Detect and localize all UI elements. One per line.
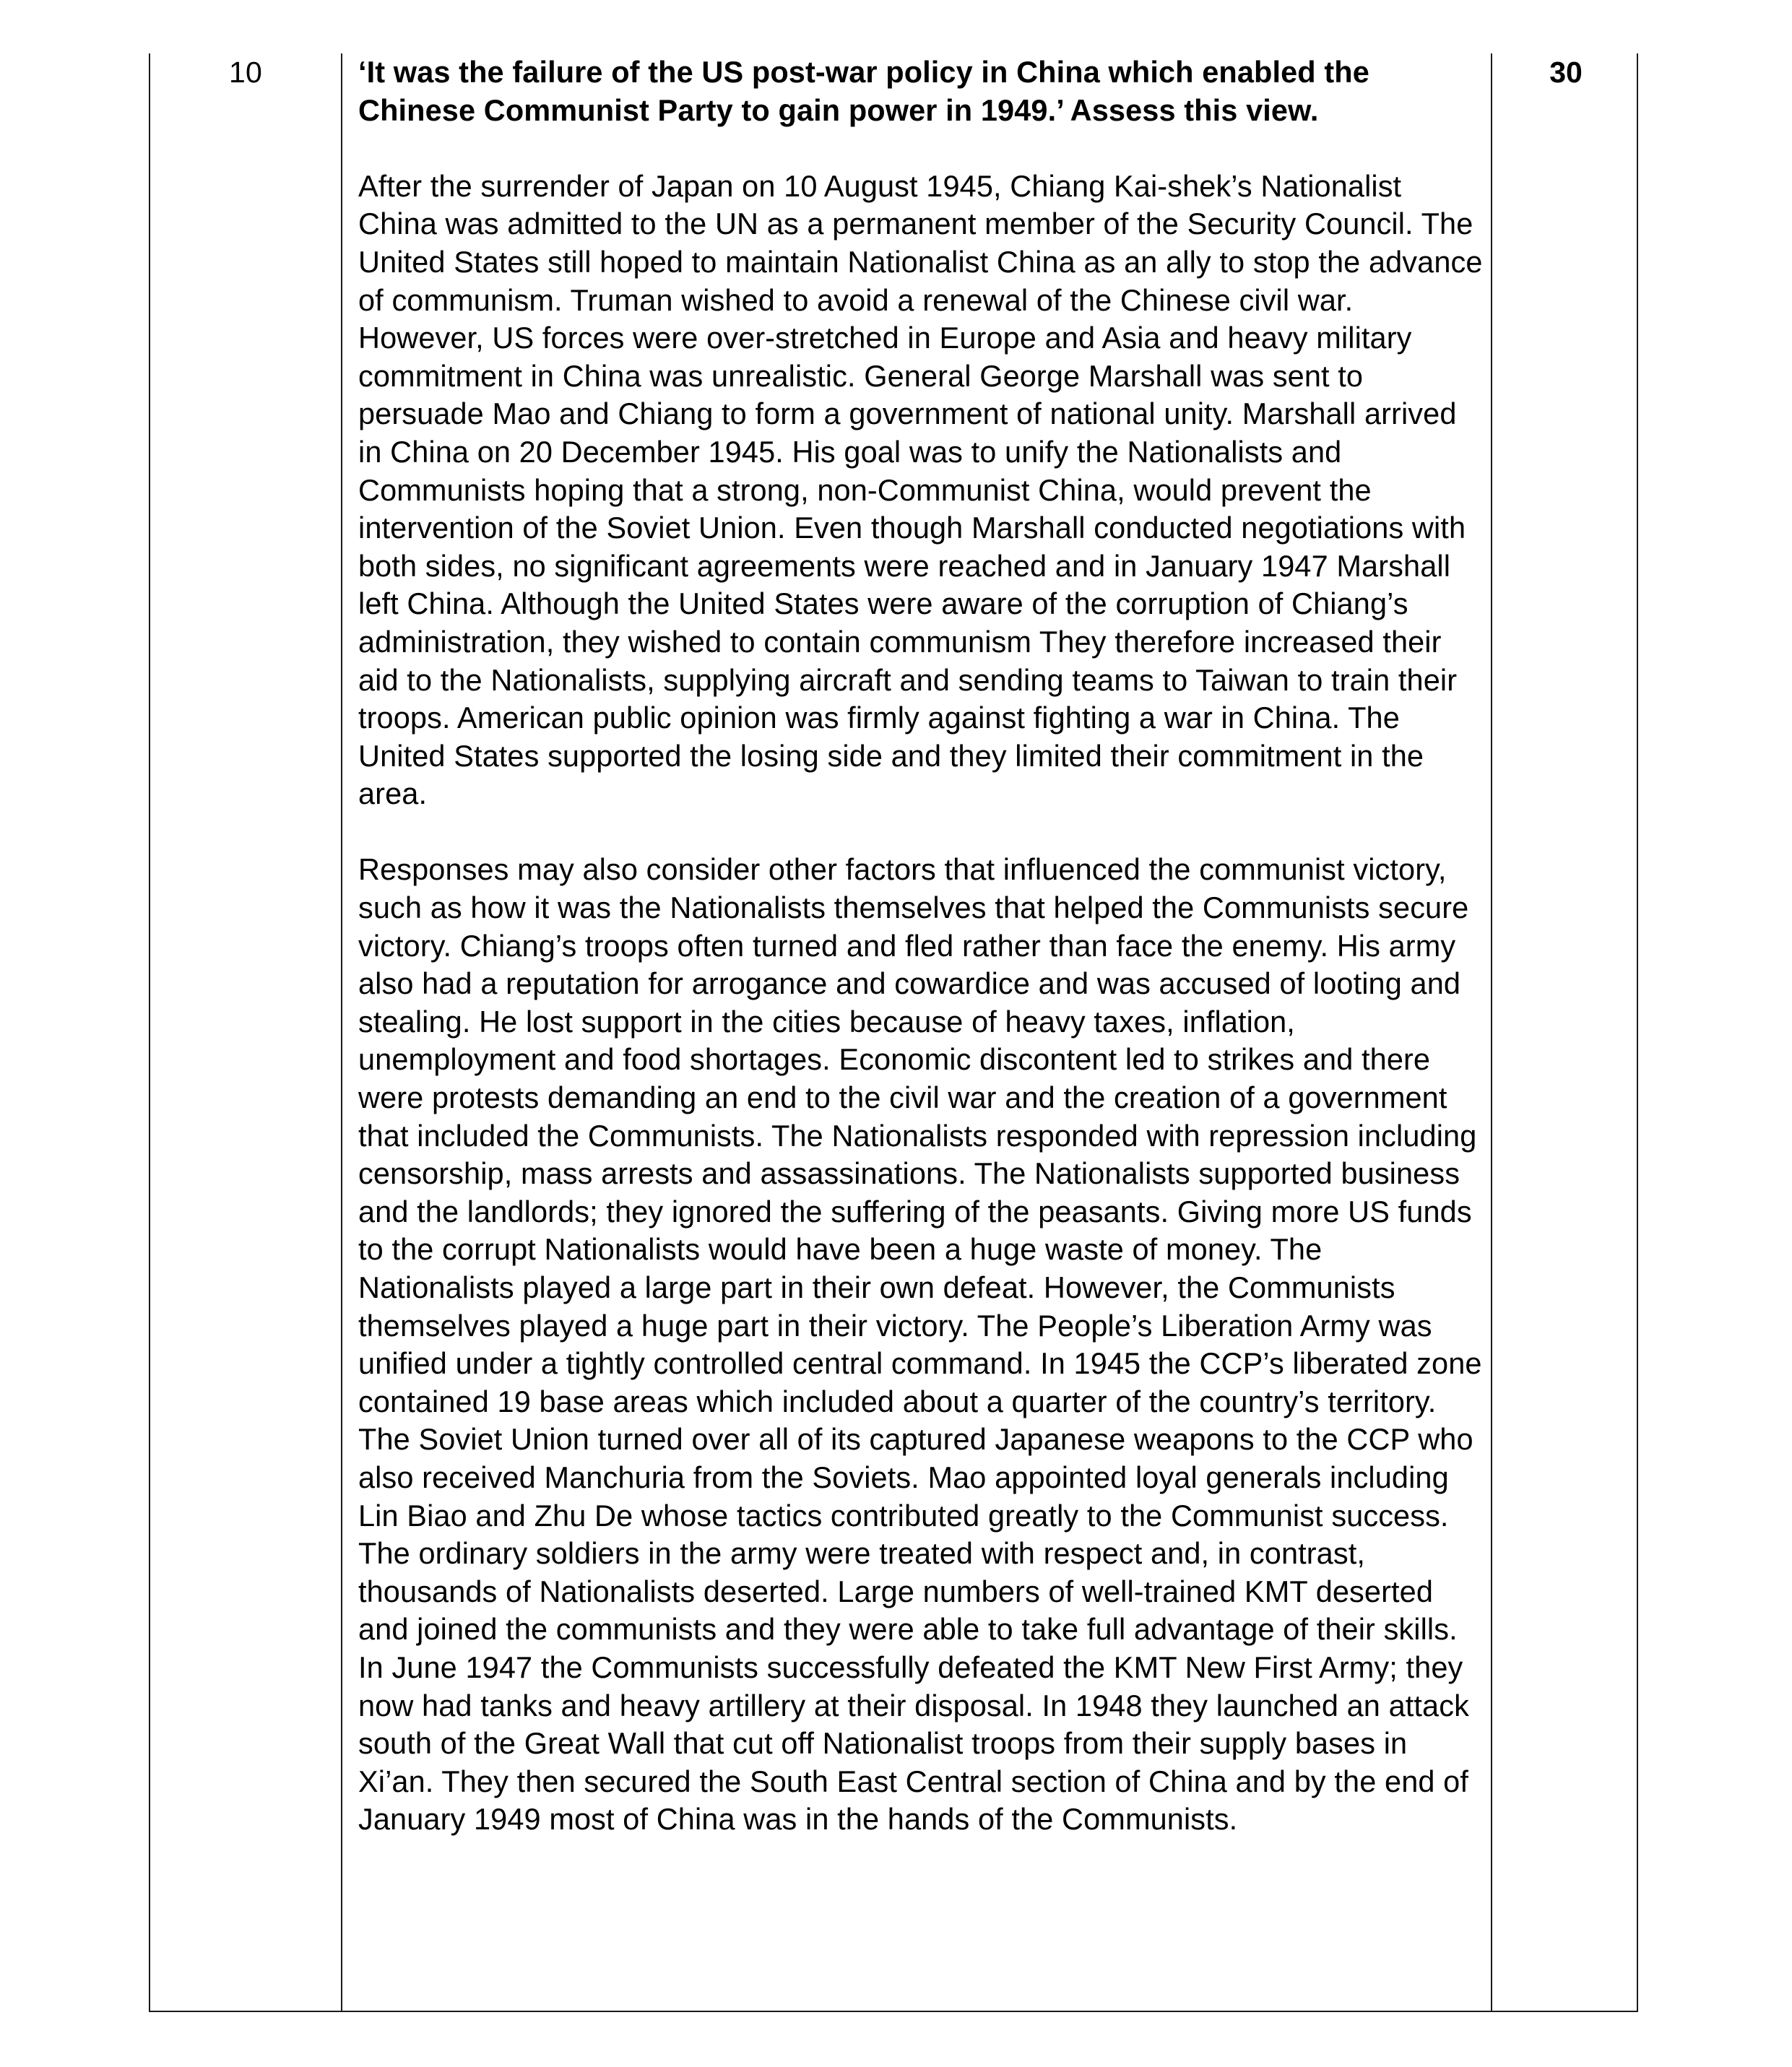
column-divider xyxy=(341,53,342,2011)
question-marks: 30 xyxy=(1549,56,1583,89)
question-text: ‘It was the failure of the US post-war policy in China which enabled the Chinese Communist Party to gain power in 1949.’ Assess this view. xyxy=(358,55,1369,127)
answer-paragraph: After the surrender of Japan on 10 August 1945, Chiang Kai-shek’s Nationalist China was admitted to the UN as a permanent member of the Security Council. The United States still hoped to maintain Nationalist China as an ally to stop the advance of communism. Truman wished to avoid a renewal of the Chinese civil war. However, US forces were over-stretched in Europe and Asia and heavy military commitment in China was unrealistic. General George Marshall was sent to persuade Mao and Chiang to form a government of national unity. Marshall arrived in China on 20 December 1945. His goal was to unify the Nationalists and Communists hoping that a strong, non-Communist China, would prevent the intervention of the Soviet Union. Even though Marshall conducted negotiations with both sides, no significant agreements were reached and in January 1947 Marshall left China. Although the United States were aware of the corruption of Chiang’s administration, they wished to contain communism They therefore increased their aid to the Nationalists, supplying aircraft and sending teams to Taiwan to train their troops. American public opinion was firmly against fighting a war in China. The United States supported the losing side and they limited their commitment in the area. xyxy=(358,168,1483,811)
question-content xyxy=(358,53,1485,1839)
column-divider xyxy=(1491,53,1492,2011)
question-number: 10 xyxy=(228,56,262,89)
answer-paragraph: Responses may also consider other factors that influenced the communist victory, such as how it was the Nationalists themselves that helped the Communists secure victory. Chiang’s troops often turned and fled rather than face the enemy. His army also had a reputation for arrogance and cowardice and was accused of looting and stealing. He lost support in the cities because of heavy taxes, inflation, unemployment and food shortages. Economic discontent led to strikes and there were protests demanding an end to the civil war and the creation of a government that included the Communists. The Nationalists responded with repression including censorship, mass arrests and assassinations. The Nationalists supported business and the landlords; they ignored the suffering of the peasants. Giving more US funds to the corrupt Nationalists would have been a huge waste of money. The Nationalists played a large part in their own defeat. However, the Communists themselves played a huge part in their victory. The People’s Liberation Army was unified under a tightly controlled central command. In 1945 the CCP’s liberated zone contained 19 base areas which included about a quarter of the country’s territory. The Soviet Union turned over all of its captured Japanese weapons to the CCP who also received Manchuria from the Soviets. Mao appointed loyal generals including Lin Biao and Zhu De whose tactics contributed greatly to the Communist success. The ordinary soldiers in the army were treated with respect and, in contrast, thousands of Nationalists deserted. Large numbers of well-trained KMT deserted and joined the communists and they were able to take full advantage of their skills. In June 1947 the Communists successfully defeated the KMT New First Army; they now had tanks and heavy artillery at their disposal. In 1948 they launched an attack south of the Great Wall that cut off Nationalist troops from their supply bases in Xi’an. They then secured the South East Central section of China and by the end of January 1949 most of China was in the hands of the Communists. xyxy=(358,852,1482,1837)
mark-scheme-table xyxy=(149,53,1638,2012)
